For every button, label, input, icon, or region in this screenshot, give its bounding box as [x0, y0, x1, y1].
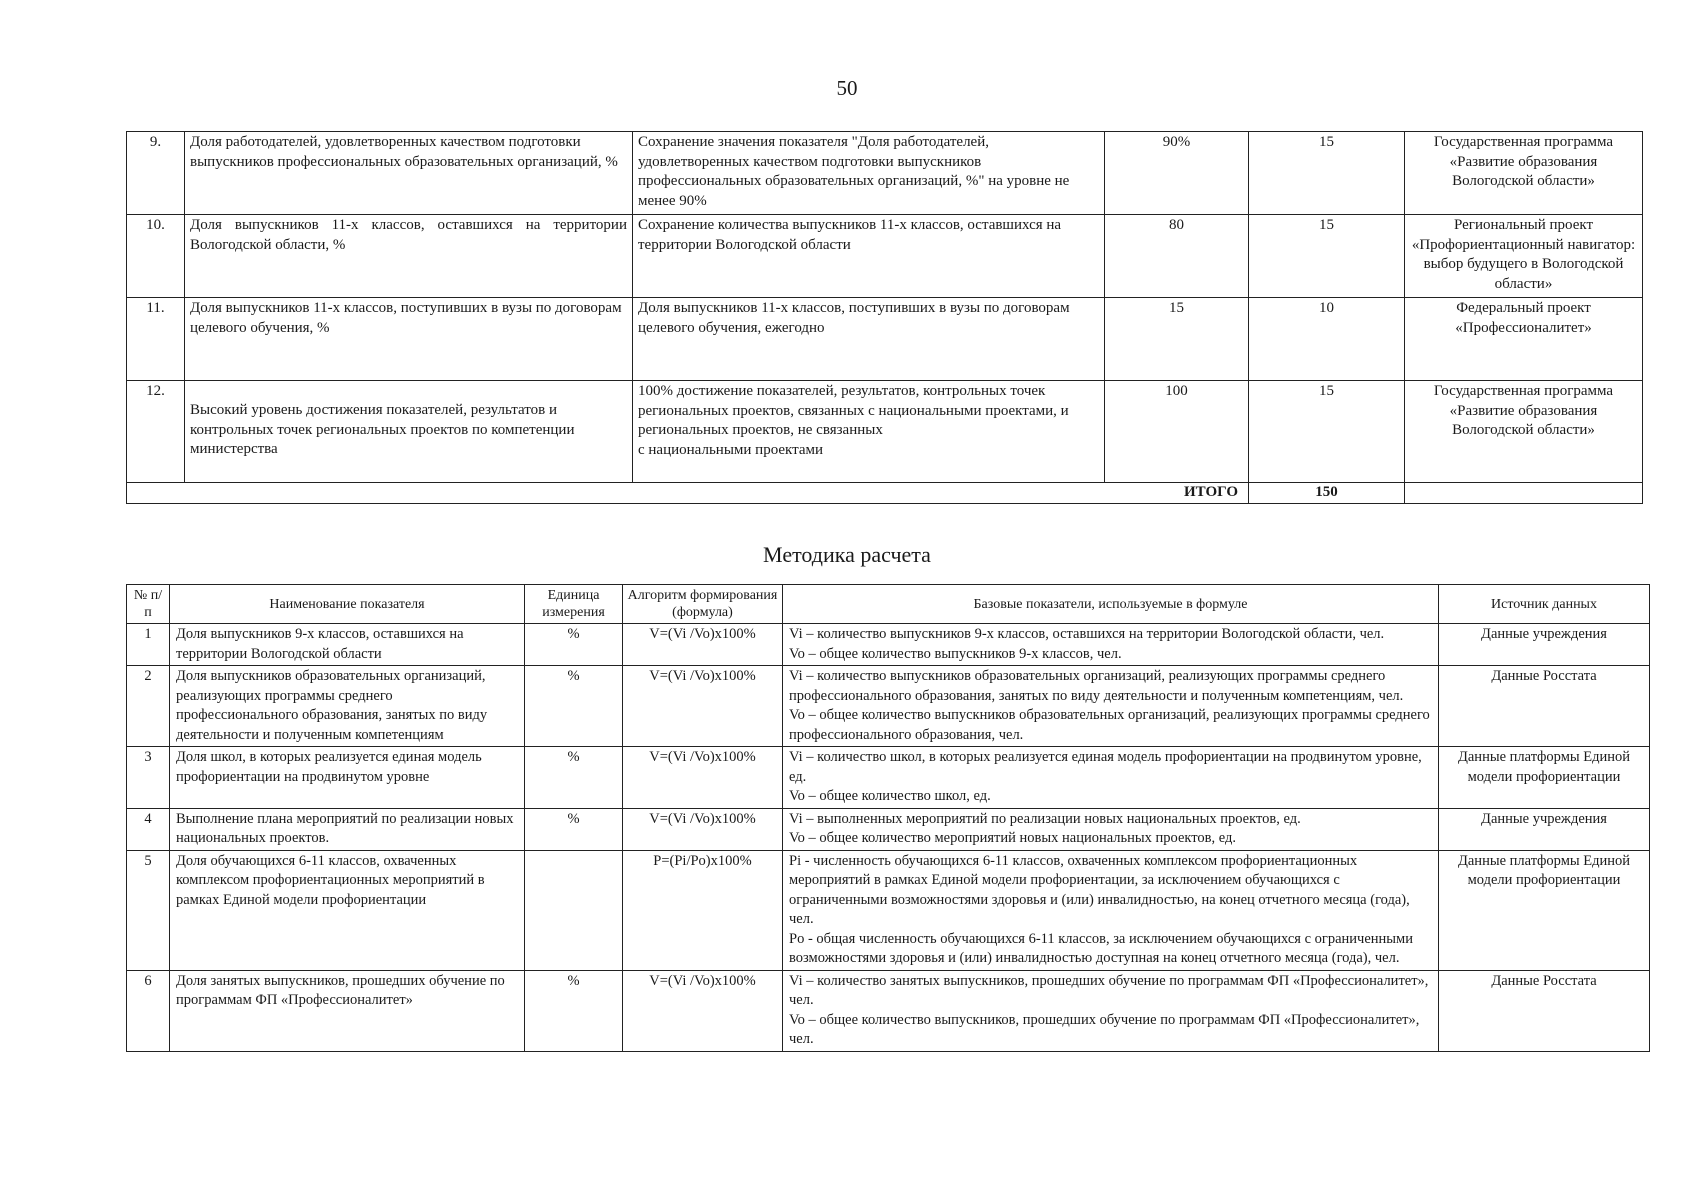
indicator-cell: Доля выпускников 11-х классов, поступивших в вузы по договорам целевого обучения, % [185, 298, 633, 381]
total-row [127, 483, 1643, 504]
methodology-table [126, 584, 1650, 1052]
value-cell: 80 [1105, 215, 1249, 298]
table-row [127, 132, 1643, 215]
base-line: Vo – общее количество выпускников, прошедших обучение по программам ФП «Профессионалитет», чел. [789, 1011, 1420, 1047]
value-cell: 100 [1105, 381, 1249, 483]
table-row [127, 381, 1643, 483]
source-cell: Данные учреждения [1439, 624, 1650, 666]
base-cell [783, 747, 1439, 809]
base-line: Vi – количество выпускников 9-х классов, оставшихся на территории Вологодской области, чел. [789, 626, 1385, 642]
header-row [127, 585, 1650, 624]
indicator-cell: Высокий уровень достижения показателей, результатов и контрольных точек региональных проектов по компетенции министерства [185, 381, 633, 483]
name-cell: Доля занятых выпускников, прошедших обучение по программам ФП «Профессионалитет» [170, 970, 525, 1051]
base-line: Vo – общее количество школ, ед. [789, 788, 991, 804]
name-cell: Доля выпускников образовательных организаций, реализующих программы среднего профессионального образования, занятых по виду деятельности и полученным компетенциям [170, 666, 525, 747]
empty-cell [1405, 483, 1643, 504]
source-cell: Данные Росстата [1439, 666, 1650, 747]
name-cell: Доля школ, в которых реализуется единая модель профориентации на продвинутом уровне [170, 747, 525, 809]
unit-cell: % [525, 747, 623, 809]
program-cell: Федеральный проект «Профессионалитет» [1405, 298, 1643, 381]
base-cell [783, 624, 1439, 666]
score-cell: 15 [1249, 132, 1405, 215]
program-cell: Государственная программа «Развитие образования Вологодской области» [1405, 381, 1643, 483]
formula-cell: V=(Vi /Vo)x100% [623, 808, 783, 850]
row-number: 10. [127, 215, 185, 298]
value-cell: 15 [1105, 298, 1249, 381]
row-number: 1 [127, 624, 170, 666]
name-cell: Выполнение плана мероприятий по реализации новых национальных проектов. [170, 808, 525, 850]
base-cell [783, 666, 1439, 747]
source-cell: Данные учреждения [1439, 808, 1650, 850]
row-number: 11. [127, 298, 185, 381]
base-line: Vo – общее количество выпускников 9-х классов, чел. [789, 645, 1122, 662]
page-number: 50 [836, 76, 858, 100]
header-base: Базовые показатели, используемые в формуле [783, 585, 1439, 624]
unit-cell: % [525, 970, 623, 1051]
criterion-cell [633, 381, 1105, 483]
source-cell: Данные Росстата [1439, 970, 1650, 1051]
program-cell: Региональный проект «Профориентационный навигатор: выбор будущего в Вологодской области» [1405, 215, 1643, 298]
header-num: № п/ п [127, 585, 170, 624]
criterion-line: с национальными проектами [638, 441, 824, 458]
header-name: Наименование показателя [170, 585, 525, 624]
header-source: Источник данных [1439, 585, 1650, 624]
header-unit: Единица измерения [525, 585, 623, 624]
table-row [127, 747, 1650, 809]
source-cell: Данные платформы Единой модели профориентации [1439, 747, 1650, 809]
value-cell: 90% [1105, 132, 1249, 215]
criterion-line: 100% достижение показателей, результатов, контрольных точек региональных проектов, связанных с национальными проектами, и региональных проектов, не связанных [638, 383, 1069, 438]
unit-cell: % [525, 808, 623, 850]
base-cell [783, 808, 1439, 850]
table-row [127, 808, 1650, 850]
row-number: 4 [127, 808, 170, 850]
formula-cell: V=(Vi /Vo)x100% [623, 747, 783, 809]
base-line: Pi - численность обучающихся 6-11 классов, охваченных комплексом профориентационных мероприятий в рамках Единой модели профориентации, за исключением обучающихся с ограниченными возможностями здоровья и (или) инвалидностью, на конец отчетного месяца (года), чел. [789, 852, 1410, 927]
name-cell: Доля выпускников 9-х классов, оставшихся на территории Вологодской области [170, 624, 525, 666]
results-table [126, 131, 1643, 504]
name-cell: Доля обучающихся 6-11 классов, охваченных комплексом профориентационных мероприятий в рамках Единой модели профориентации [170, 850, 525, 970]
row-number: 2 [127, 666, 170, 747]
unit-cell: % [525, 624, 623, 666]
total-value: 150 [1249, 483, 1405, 504]
table-row [127, 970, 1650, 1051]
row-number: 3 [127, 747, 170, 809]
table-row [127, 298, 1643, 381]
base-cell [783, 850, 1439, 970]
table-row [127, 624, 1650, 666]
criterion-cell: Сохранение количества выпускников 11-х классов, оставшихся на территории Вологодской области [633, 215, 1105, 298]
base-line: Vo – общее количество мероприятий новых национальных проектов, ед. [789, 830, 1236, 846]
source-cell: Данные платформы Единой модели профориентации [1439, 850, 1650, 970]
total-label: ИТОГО [127, 483, 1249, 504]
unit-cell [525, 850, 623, 970]
base-line: Po - общая численность обучающихся 6-11 классов, за исключением обучающихся с ограниченными возможностями здоровья и (или) инвалидностью доступная на конец отчетного месяца (года), чел. [789, 930, 1413, 966]
score-cell: 15 [1249, 215, 1405, 298]
formula-cell: V=(Vi /Vo)x100% [623, 970, 783, 1051]
row-number: 5 [127, 850, 170, 970]
base-cell [783, 970, 1439, 1051]
table-row [127, 215, 1643, 298]
criterion-cell: Доля выпускников 11-х классов, поступивших в вузы по договорам целевого обучения, ежегодно [633, 298, 1105, 381]
base-line: Vi – количество школ, в которых реализуется единая модель профориентации на продвинутом уровне, ед. [789, 749, 1422, 785]
indicator-cell: Доля работодателей, удовлетворенных качеством подготовки выпускников профессиональных образовательных организаций, % [185, 132, 633, 215]
table-row [127, 666, 1650, 747]
score-cell: 10 [1249, 298, 1405, 381]
formula-cell: P=(Pi/Po)x100% [623, 850, 783, 970]
unit-cell: % [525, 666, 623, 747]
score-cell: 15 [1249, 381, 1405, 483]
header-algorithm: Алгоритм формирования (формула) [623, 585, 783, 624]
section-title: Методика расчета [763, 542, 931, 567]
indicator-cell: Доля выпускников 11-х классов, оставшихся на территории Вологодской области, % [185, 215, 633, 298]
base-line: Vi – количество выпускников образовательных организаций, реализующих программы среднего профессионального образования, занятых по виду деятельности и полученным компетенциям, чел. [789, 668, 1404, 704]
formula-cell: V=(Vi /Vo)x100% [623, 666, 783, 747]
program-cell: Государственная программа «Развитие образования Вологодской области» [1405, 132, 1643, 215]
row-number: 9. [127, 132, 185, 215]
criterion-cell: Сохранение значения показателя "Доля работодателей, удовлетворенных качеством подготовки выпускников профессиональных образовательных организаций, %" на уровне не менее 90% [633, 132, 1105, 215]
base-line: Vi – количество занятых выпускников, прошедших обучение по программам ФП «Профессионалитет», чел. [789, 972, 1429, 1008]
row-number: 12. [127, 381, 185, 483]
base-line: Vo – общее количество выпускников образовательных организаций, реализующих программы среднего профессионального образования, чел. [789, 707, 1430, 743]
table-row [127, 850, 1650, 970]
formula-cell: V=(Vi /Vo)x100% [623, 624, 783, 666]
row-number: 6 [127, 970, 170, 1051]
base-line: Vi – выполненных мероприятий по реализации новых национальных проектов, ед. [789, 810, 1301, 827]
